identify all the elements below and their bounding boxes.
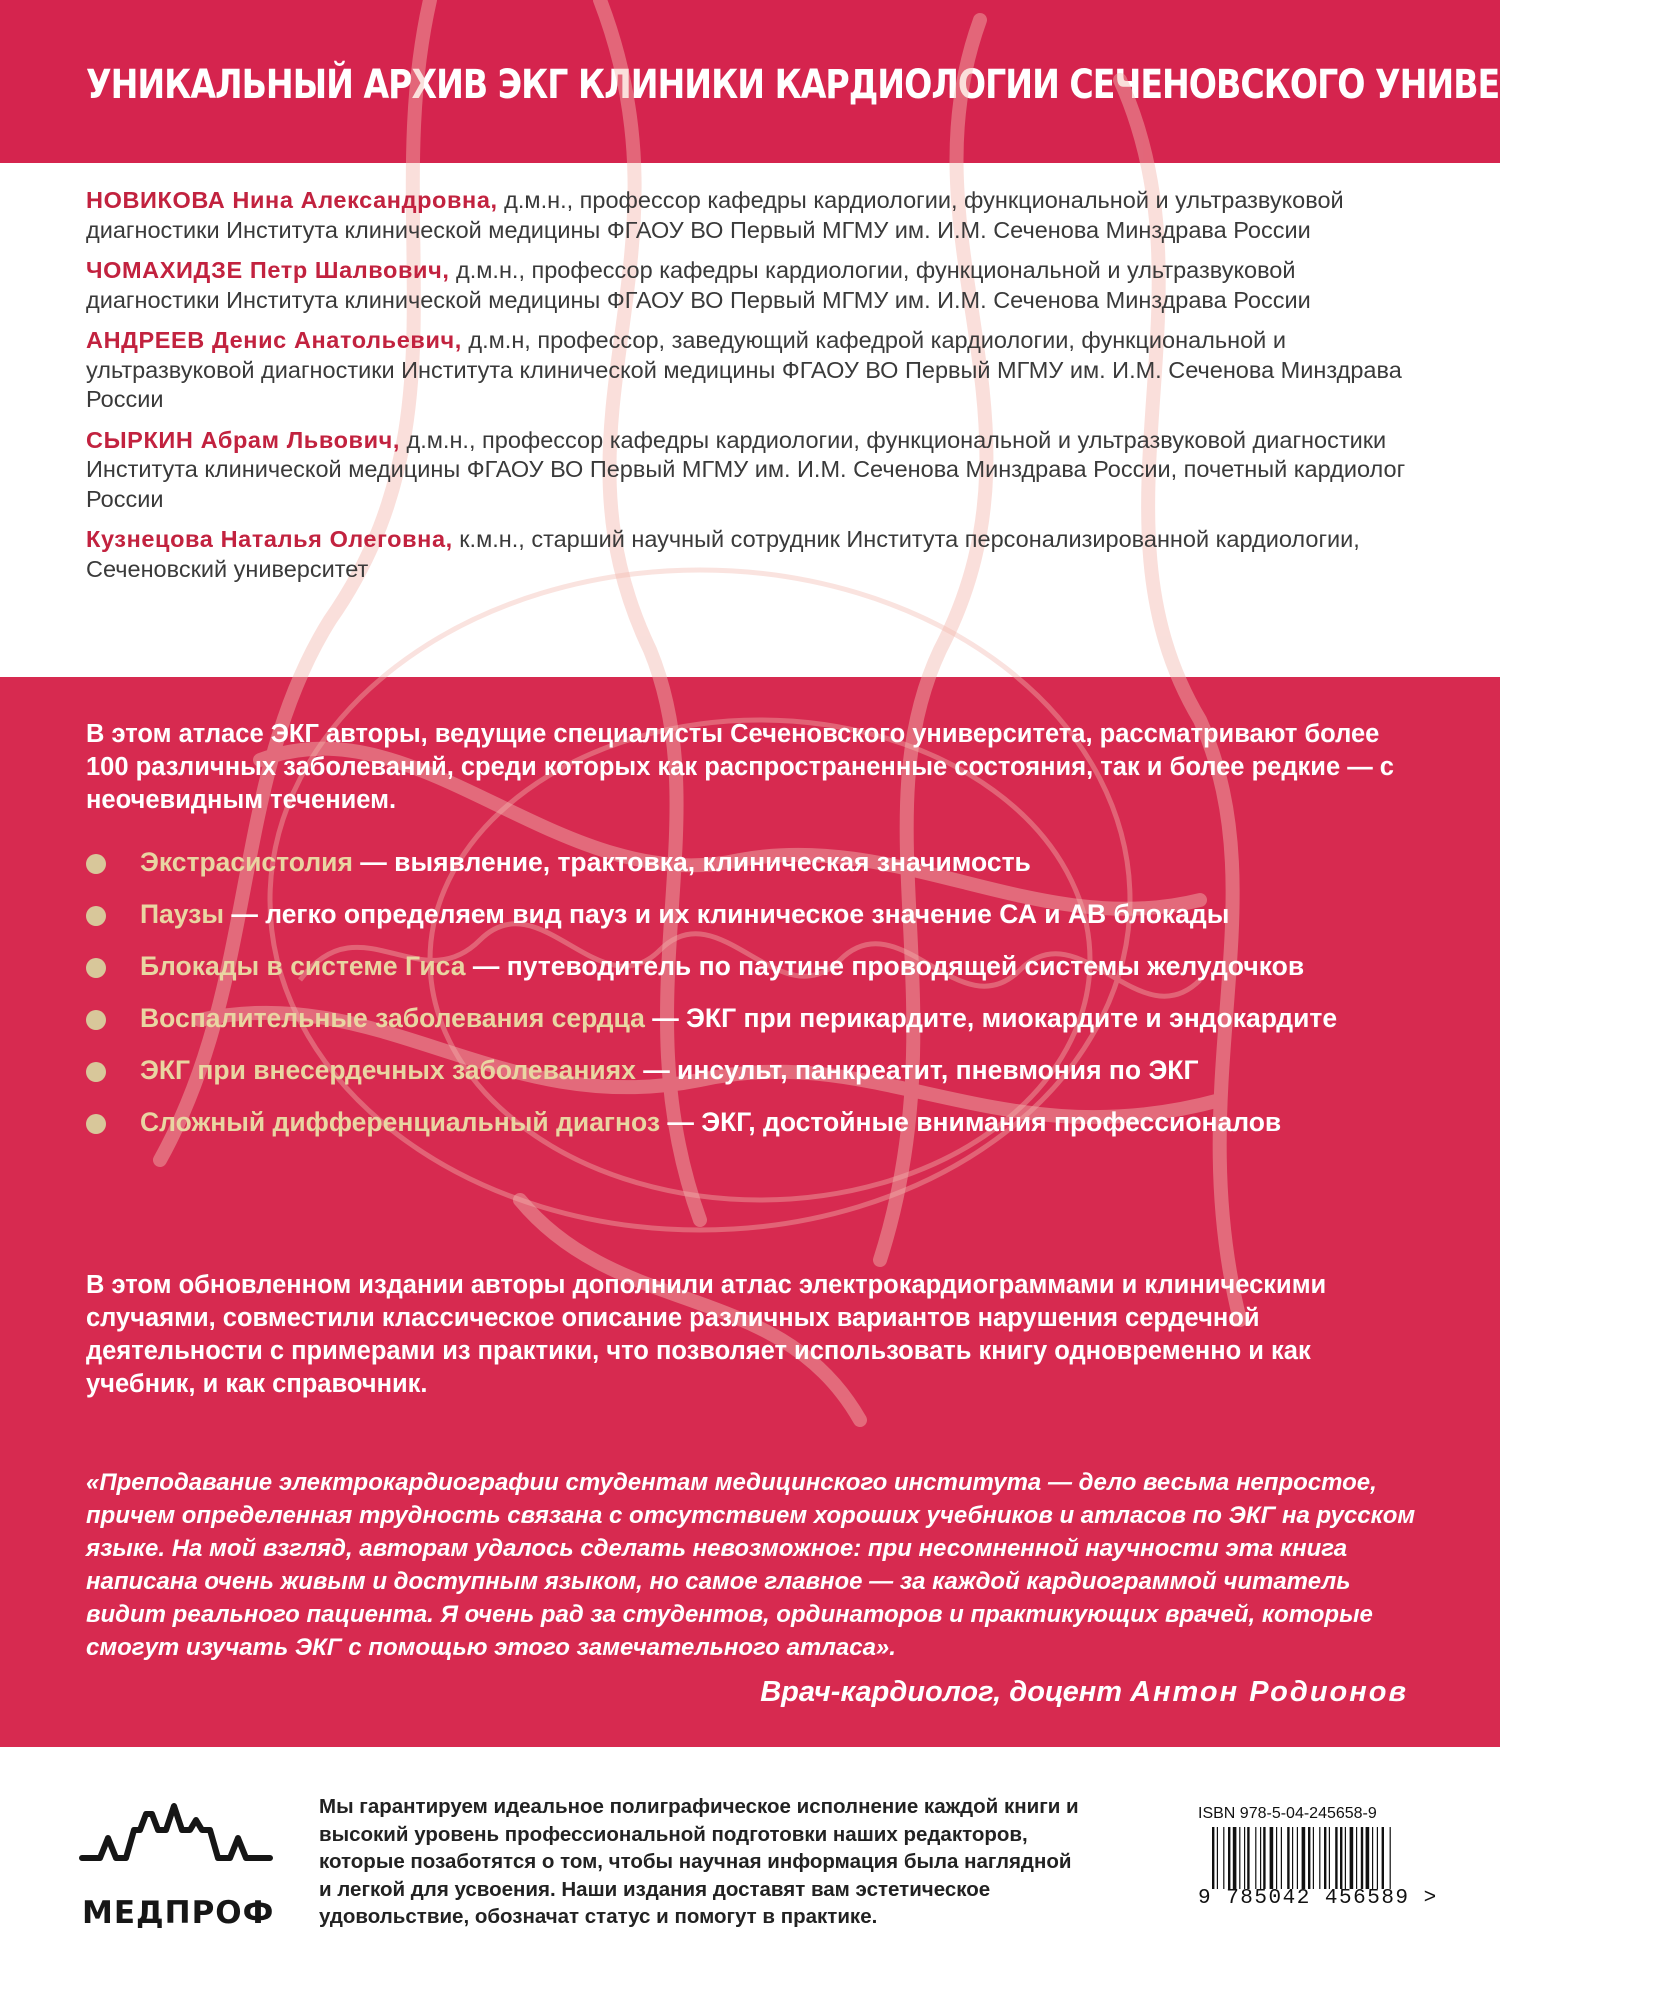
feature-list (86, 843, 1416, 1155)
feature-title: ЭКГ при внесердечных заболеваниях (140, 1055, 636, 1085)
bullet-dot-icon (86, 1010, 106, 1030)
bullet-dot-icon (86, 1062, 106, 1082)
author-credentials: д.м.н., профессор кафедры кардиологии, функциональной и ультразвуковой диагностики Института клинической медицины ФГАОУ ВО Первый МГМУ им. И.М. Сеченова Минздрава России (86, 257, 1311, 313)
author-credentials: д.м.н, профессор, заведующий кафедрой кардиологии, функциональной и ультразвуковой диагностики Института клинической медицины ФГАОУ ВО Первый МГМУ им. И.М. Сеченова Минздрава России (86, 327, 1402, 412)
feature-item (86, 843, 1416, 881)
author-entry (86, 186, 1416, 245)
feature-text: — путеводитель по паутине проводящей системы желудочков (465, 951, 1305, 981)
feature-text: — ЭКГ при перикардите, миокардите и эндокардите (644, 1003, 1338, 1033)
skyline-pulse-icon (78, 1800, 278, 1890)
author-name: ЧОМАХИДЗЕ Петр Шалвович, (86, 257, 450, 283)
feature-text: — инсульт, панкреатит, пневмония по ЭКГ (635, 1055, 1199, 1085)
author-name: НОВИКОВА Нина Александровна, (86, 187, 498, 213)
feature-item (86, 895, 1416, 933)
bullet-dot-icon (86, 854, 106, 874)
feature-text: — выявление, трактовка, клиническая значимость (352, 847, 1031, 877)
quote-author-role: Врач-кардиолог, доцент (760, 1676, 1131, 1708)
author-name: СЫРКИН Абрам Львович, (86, 426, 400, 453)
barcode-icon (1198, 1827, 1458, 1889)
publisher-name: МЕДПРОФ (82, 1895, 275, 1931)
quote-author-name: Антон Родионов (1130, 1676, 1408, 1708)
edition-paragraph: В этом обновленном издании авторы дополнили атлас электрокардиограммами и клиническими случаями, совместили классическое описание различных вариантов нарушения сердечной деятельности с примерами из практики, что позволяет использовать книгу одновременно и как учебник, и как справочник. (86, 1271, 1327, 1398)
feature-title: Сложный дифференциальный диагноз (140, 1107, 660, 1137)
feature-title: Блокады в системе Гиса (140, 951, 466, 981)
intro-paragraph: В этом атласе ЭКГ авторы, ведущие специалисты Сеченовского университета, рассматривают более 100 различных заболеваний, среди которых как распространенные состояния, так и более редкие — с неочевидным течением. (86, 720, 1394, 814)
author-name: Кузнецова Наталья Олеговна, (86, 526, 453, 552)
publisher-logo (78, 1800, 278, 1930)
feature-item (86, 947, 1416, 985)
feature-title: Воспалительные заболевания сердца (140, 1003, 645, 1033)
feature-title: Экстрасистолия (140, 847, 353, 877)
author-entry (86, 326, 1416, 415)
isbn-label: ISBN 978-5-04-245658-9 (1198, 1805, 1377, 1822)
author-entry (86, 426, 1416, 515)
author-list (86, 186, 1416, 595)
bullet-dot-icon (86, 906, 106, 926)
feature-text: — легко определяем вид пауз и их клиническое значение СА и АВ блокады (223, 899, 1230, 929)
feature-text: — ЭКГ, достойные внимания профессионалов (660, 1107, 1282, 1137)
review-quote: «Преподавание электрокардиографии студентам медицинского института — дело весьма непростое, причем определенная трудность связана с отсутствием хороших учебников и атласов по ЭКГ на русском языке. На мой взгляд, авторам удалось сделать невозможное: при несомненной научности эта книга написана очень живым и доступным языком, но самое главное — за каждой кардиограммой читатель видит реального пациента. Я очень рад за студентов, ординаторов и практикующих врачей, которые смогут изучать ЭКГ с помощью этого замечательного атласа». (86, 1469, 1416, 1661)
feature-item (86, 1051, 1416, 1089)
author-credentials: д.м.н., профессор кафедры кардиологии, функциональной и ультразвуковой диагностики Института клинической медицины ФГАОУ ВО Первый МГМУ им. И.М. Сеченова Минздрава России (86, 187, 1344, 243)
publisher-guarantee: Мы гарантируем идеальное полиграфическое исполнение каждой книги и высокий уровень профессиональной подготовки наших редакторов, которые позаботятся о том, чтобы научная информация была наглядной и легкой для усвоения. Наши издания доставят вам эстетическое удовольствие, обозначат статус и помогут в практике. (319, 1795, 1079, 1928)
header-band (0, 0, 1662, 163)
feature-item (86, 1103, 1416, 1141)
author-credentials: к.м.н., старший научный сотрудник Института персонализированной кардиологии, Сеченовский университет (86, 526, 1360, 582)
bullet-dot-icon (86, 958, 106, 978)
feature-title: Паузы (140, 899, 224, 929)
barcode-number: 9 785042 456589 > (1198, 1887, 1438, 1910)
feature-item (86, 999, 1416, 1037)
author-entry (86, 525, 1416, 584)
author-entry (86, 256, 1416, 315)
author-name: АНДРЕЕВ Денис Анатольевич, (86, 327, 462, 353)
quote-author (86, 1676, 1408, 1709)
header-title: УНИКАЛЬНЫЙ АРХИВ ЭКГ КЛИНИКИ КАРДИОЛОГИИ СЕЧЕНОВСКОГО УНИВЕРСИТЕТА (86, 62, 1662, 108)
barcode-block (1198, 1805, 1460, 1915)
bullet-dot-icon (86, 1114, 106, 1134)
author-credentials: д.м.н., профессор кафедры кардиологии, функциональной и ультразвуковой диагностики Института клинической медицины ФГАОУ ВО Первый МГМУ им. И.М. Сеченова Минздрава России, почетный кардиолог России (86, 426, 1406, 512)
